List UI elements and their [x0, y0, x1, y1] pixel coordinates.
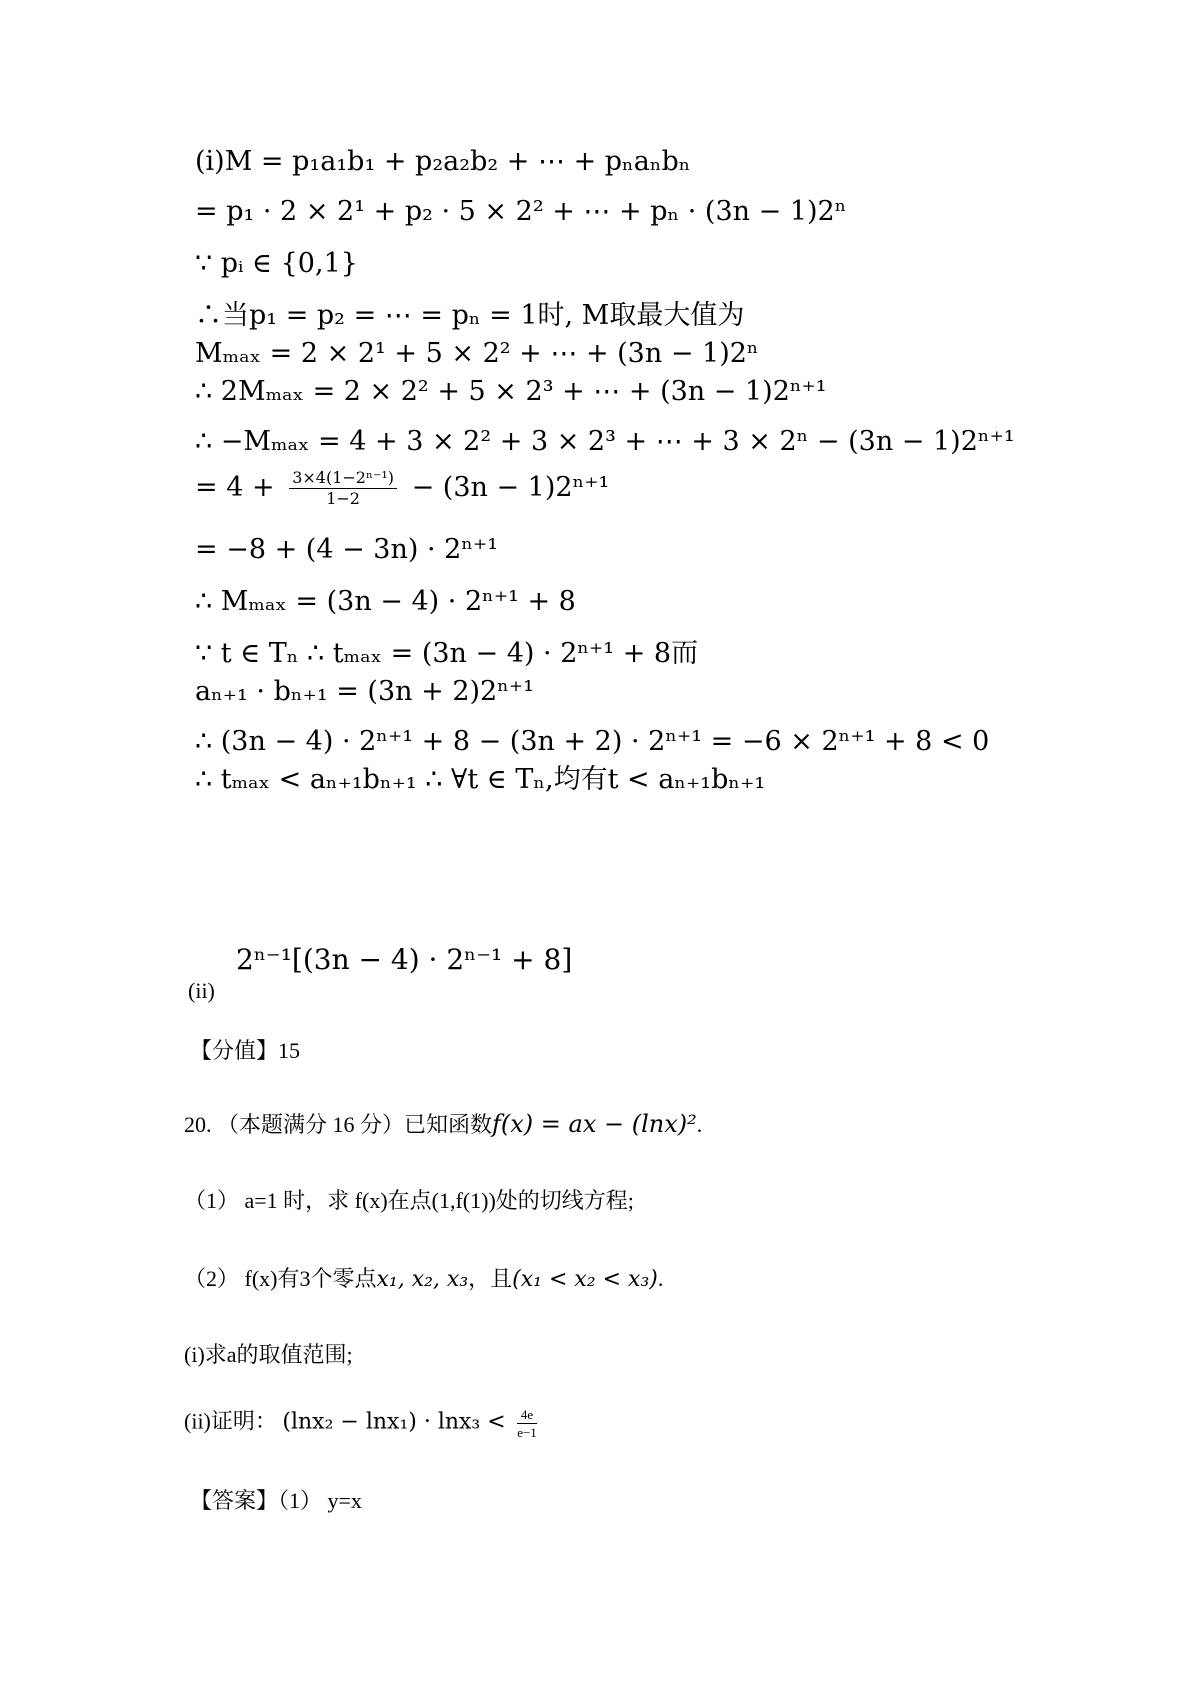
fraction-suffix: − (3n − 1)2ⁿ⁺¹: [411, 472, 610, 503]
solution-line-12: ∴ (3n − 4) · 2ⁿ⁺¹ + 8 − (3n + 2) · 2ⁿ⁺¹ = −6 × 2ⁿ⁺¹ + 8 < 0: [195, 726, 990, 757]
solution-line-13: ∴ tₘₐₓ < aₙ₊₁bₙ₊₁ ∴ ∀t ∈ Tₙ,均有t < aₙ₊₁bₙ₊₁: [195, 764, 766, 795]
qii-inequality-lhs: (lnx₂ − lnx₁) · lnx₃ <: [282, 1409, 506, 1435]
question-2: [184, 1268, 663, 1291]
solution-line-2: = p₁ · 2 × 2¹ + p₂ · 5 × 2² + ⋯ + pₙ · (3n − 1)2ⁿ: [195, 196, 847, 227]
q2-zeros: x₁, x₂, x₃: [376, 1267, 469, 1292]
fraction-numerator: 3×4(1−2ⁿ⁻¹): [289, 470, 397, 489]
problem-20-stem: [184, 1112, 702, 1136]
qii-numerator: 4e: [517, 1408, 537, 1424]
solution-line-9: ∴ Mₘₐₓ = (3n − 4) · 2ⁿ⁺¹ + 8: [195, 586, 576, 617]
q2-mid: ，且: [468, 1266, 513, 1291]
solution-line-1: (i)M = p₁a₁b₁ + p₂a₂b₂ + ⋯ + pₙaₙbₙ: [195, 146, 691, 177]
fraction-prefix: = 4 +: [195, 472, 275, 503]
geometric-sum-fraction: [289, 470, 397, 507]
q2-order: (x₁ < x₂ < x₃): [512, 1267, 658, 1292]
stem-prefix: 20. （本题满分 16 分）已知函数: [184, 1112, 493, 1137]
function-formula: f(x) = ax − (lnx)²: [492, 1110, 697, 1138]
solution-line-10: ∵ t ∈ Tₙ ∴ tₘₐₓ = (3n − 4) · 2ⁿ⁺¹ + 8而: [195, 638, 699, 669]
solution-line-7: ∴ −Mₘₐₓ = 4 + 3 × 2² + 3 × 2³ + ⋯ + 3 × 2ⁿ − (3n − 1)2ⁿ⁺¹: [195, 426, 1015, 457]
part-ii-label: (ii): [188, 978, 215, 1003]
qii-denominator: e−1: [517, 1425, 537, 1440]
stem-suffix: .: [696, 1112, 703, 1137]
question-i: (i)求a的取值范围;: [184, 1342, 353, 1367]
score-label: 【分值】15: [190, 1038, 301, 1063]
qii-fraction: [517, 1408, 537, 1439]
solution-line-6: ∴ 2Mₘₐₓ = 2 × 2² + 5 × 2³ + ⋯ + (3n − 1)2ⁿ⁺¹: [195, 376, 827, 407]
solution-fraction-line: [195, 470, 609, 507]
q2-prefix: （2） f(x)有3个零点: [184, 1266, 377, 1291]
solution-line-11: aₙ₊₁ · bₙ₊₁ = (3n + 2)2ⁿ⁺¹: [195, 676, 534, 707]
solution-line-4: ∴当p₁ = p₂ = ⋯ = pₙ = 1时, M取最大值为: [195, 300, 745, 331]
question-1: （1） a=1 时，求 f(x)在点(1,f(1))处的切线方程;: [184, 1188, 634, 1213]
q2-suffix: .: [657, 1266, 664, 1291]
solution-line-8: = −8 + (4 − 3n) · 2ⁿ⁺¹: [195, 534, 499, 565]
solution-line-3: ∵ pᵢ ∈ {0,1}: [195, 248, 358, 279]
part-ii-expression: 2ⁿ⁻¹[(3n − 4) · 2ⁿ⁻¹ + 8]: [236, 943, 573, 976]
question-ii: [184, 1408, 543, 1439]
answer-label: 【答案】（1） y=x: [190, 1488, 362, 1513]
fraction-denominator: 1−2: [326, 489, 360, 508]
solution-line-5: Mₘₐₓ = 2 × 2¹ + 5 × 2² + ⋯ + (3n − 1)2ⁿ: [195, 338, 759, 369]
qii-prefix: (ii)证明：: [184, 1408, 277, 1434]
